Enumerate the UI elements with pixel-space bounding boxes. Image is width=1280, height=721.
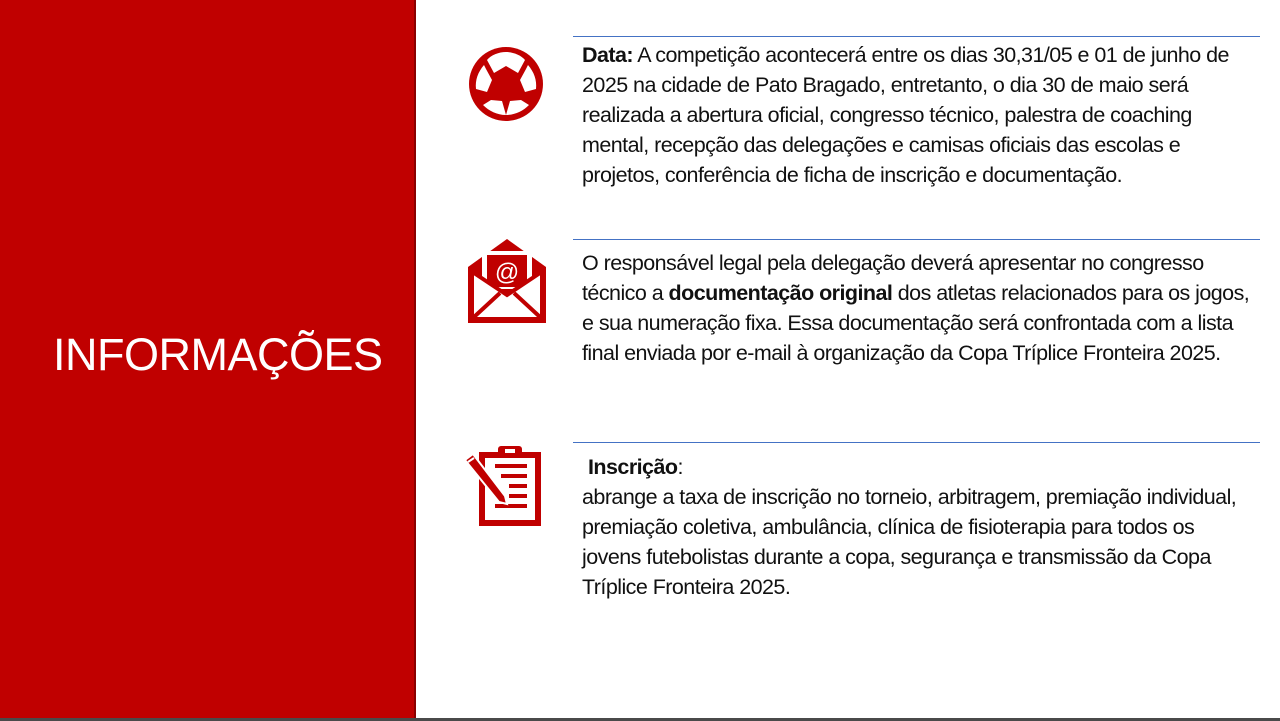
section-date-heading: Data:: [582, 43, 634, 67]
section-registration-heading-suffix: :: [677, 455, 683, 479]
svg-text:@: @: [494, 259, 520, 286]
sidebar-panel: [0, 0, 416, 718]
divider-middle: [573, 239, 1260, 240]
section-registration: [582, 452, 1254, 602]
soccer-ball-icon: [467, 45, 545, 123]
section-documentation-bold: documentação original: [668, 281, 893, 305]
section-registration-heading-line: [582, 452, 1254, 482]
section-date-text: A competição acontecerá entre os dias 30,31/05 e 01 de junho de 2025 na cidade de Pato Bragado, entretanto, o dia 30 de maio será realizada a abertura oficial, congresso técnico, palestra de coaching mental, recepção das delegações e camisas oficiais das escolas e projetos, conferência de ficha de inscrição e documentação.: [582, 43, 1229, 187]
section-documentation-text-after: dos atletas relacionados para os jogos, e sua numeração fixa. Essa documentação será confrontada com a lista final enviada por e-mail à organização da Copa Tríplice Fronteira 2025.: [582, 281, 1250, 365]
email-envelope-icon: [466, 237, 548, 325]
section-documentation: [582, 248, 1254, 368]
divider-bottom: [573, 442, 1260, 443]
section-date: [582, 40, 1254, 190]
divider-top: [573, 36, 1260, 37]
section-documentation-text-before: O responsável legal pela delegação deverá apresentar no congresso técnico a: [582, 251, 1204, 305]
page-title: INFORMAÇÕES: [53, 329, 383, 380]
section-registration-text: abrange a taxa de inscrição no torneio, arbitragem, premiação individual, premiação coletiva, ambulância, clínica de fisioterapia para todos os jovens futebolistas durante a copa, segurança e transmissão da Copa Tríplice Fronteira 2025.: [582, 485, 1237, 599]
section-registration-heading: Inscrição: [588, 455, 678, 479]
clipboard-pen-icon: [461, 444, 545, 528]
